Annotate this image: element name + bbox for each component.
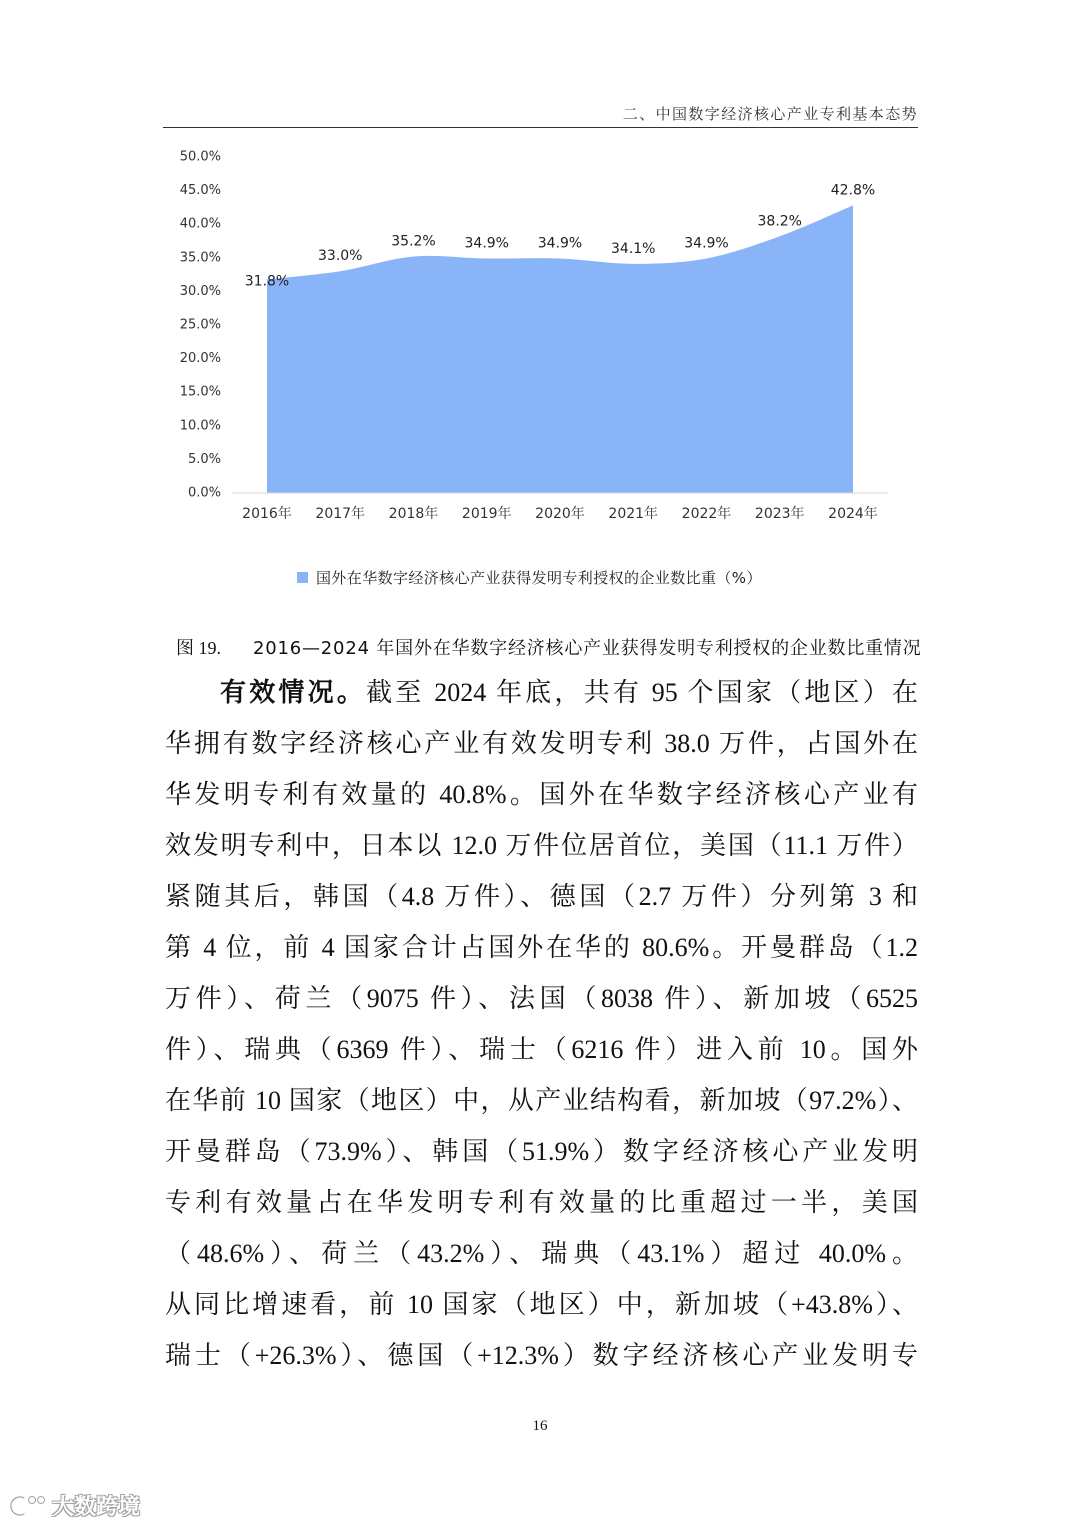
data-label: 34.1% <box>611 240 656 257</box>
y-tick-label: 30.0% <box>179 283 221 299</box>
y-tick-label: 25.0% <box>179 317 221 333</box>
legend-label: 国外在华数字经济核心产业获得发明专利授权的企业数比重（%） <box>316 569 762 587</box>
data-label: 38.2% <box>757 213 802 230</box>
y-tick-label: 15.0% <box>179 384 221 400</box>
paragraph-line-text: 截至 2024 年底，共有 95 个国家（地区）在 <box>366 678 918 707</box>
data-label: 35.2% <box>391 233 436 250</box>
section-title: 二、中国数字经济核心产业专利基本态势 <box>622 105 918 123</box>
paragraph-line: 紧随其后，韩国（4.8 万件）、德国（2.7 万件）分列第 3 和 <box>165 882 918 911</box>
paragraph-line: 华发明专利有效量的 40.8%。国外在华数字经济核心产业有 <box>165 780 918 809</box>
brand-logo-icon <box>8 1492 48 1520</box>
paragraph-line: 华拥有数字经济核心产业有效发明专利 38.0 万件，占国外在 <box>165 729 918 758</box>
y-tick-label: 45.0% <box>179 183 221 199</box>
paragraph-line: 从同比增速看，前 10 国家（地区）中，新加坡（+43.8%）、 <box>165 1290 918 1319</box>
data-label: 33.0% <box>318 248 363 265</box>
page-number: 16 <box>532 1418 548 1434</box>
y-tick-label: 20.0% <box>179 351 221 367</box>
figure-caption <box>0 634 1080 658</box>
paragraph-line: 在华前 10 国家（地区）中，从产业结构看，新加坡（97.2%）、 <box>165 1086 918 1115</box>
figure-caption-text: 2016—2024 年国外在华数字经济核心产业获得发明专利授权的企业数比重情况 <box>253 638 922 659</box>
body-paragraph <box>165 667 918 1381</box>
data-label: 31.8% <box>244 273 290 290</box>
chart-legend <box>297 567 762 588</box>
paragraph-line: 瑞士（+26.3%）、德国（+12.3%）数字经济核心产业发明专 <box>165 1341 918 1370</box>
x-tick-label: 2021年 <box>608 506 659 522</box>
y-tick-label: 50.0% <box>179 149 221 165</box>
x-tick-label: 2017年 <box>315 506 366 522</box>
paragraph-line <box>165 667 918 718</box>
data-label: 34.9% <box>684 235 729 252</box>
paragraph-line: （48.6%）、荷兰（43.2%）、瑞典（43.1%）超过 40.0%。 <box>165 1239 918 1268</box>
x-tick-label: 2018年 <box>388 506 439 522</box>
y-tick-label: 10.0% <box>179 418 221 434</box>
x-tick-label: 2023年 <box>754 506 805 522</box>
y-tick-label: 35.0% <box>179 250 221 266</box>
legend-swatch <box>297 572 308 583</box>
x-tick-label: 2024年 <box>828 506 878 522</box>
paragraph-line: 件）、瑞典（6369 件）、瑞士（6216 件）进入前 10。国外 <box>165 1035 918 1064</box>
watermark-logo <box>8 1490 140 1521</box>
paragraph-line: 开曼群岛（73.9%）、韩国（51.9%）数字经济核心产业发明 <box>165 1137 918 1166</box>
x-tick-label: 2022年 <box>681 506 732 522</box>
x-tick-label: 2019年 <box>461 506 512 522</box>
data-label: 42.8% <box>830 182 876 199</box>
paragraph-lead: 有效情况。 <box>220 678 367 708</box>
paragraph-line: 万件）、荷兰（9075 件）、法国（8038 件）、新加坡（6525 <box>165 984 918 1013</box>
paragraph-line: 效发明专利中，日本以 12.0 万件位居首位，美国（11.1 万件） <box>165 831 918 860</box>
paragraph-line: 第 4 位，前 4 国家合计占国外在华的 80.6%。开曼群岛（1.2 <box>165 933 918 962</box>
area-chart <box>0 0 1080 540</box>
watermark-text: 大数跨境 <box>52 1495 141 1520</box>
data-label: 34.9% <box>537 235 583 252</box>
y-tick-label: 0.0% <box>187 485 221 501</box>
x-tick-label: 2020年 <box>535 506 585 522</box>
y-tick-label: 5.0% <box>187 451 221 467</box>
y-tick-label: 40.0% <box>179 216 221 232</box>
figure-number: 图 19. <box>176 638 221 658</box>
x-tick-label: 2016年 <box>242 506 292 522</box>
data-label: 34.9% <box>464 235 509 252</box>
paragraph-line: 专利有效量占在华发明专利有效量的比重超过一半，美国 <box>165 1188 918 1217</box>
